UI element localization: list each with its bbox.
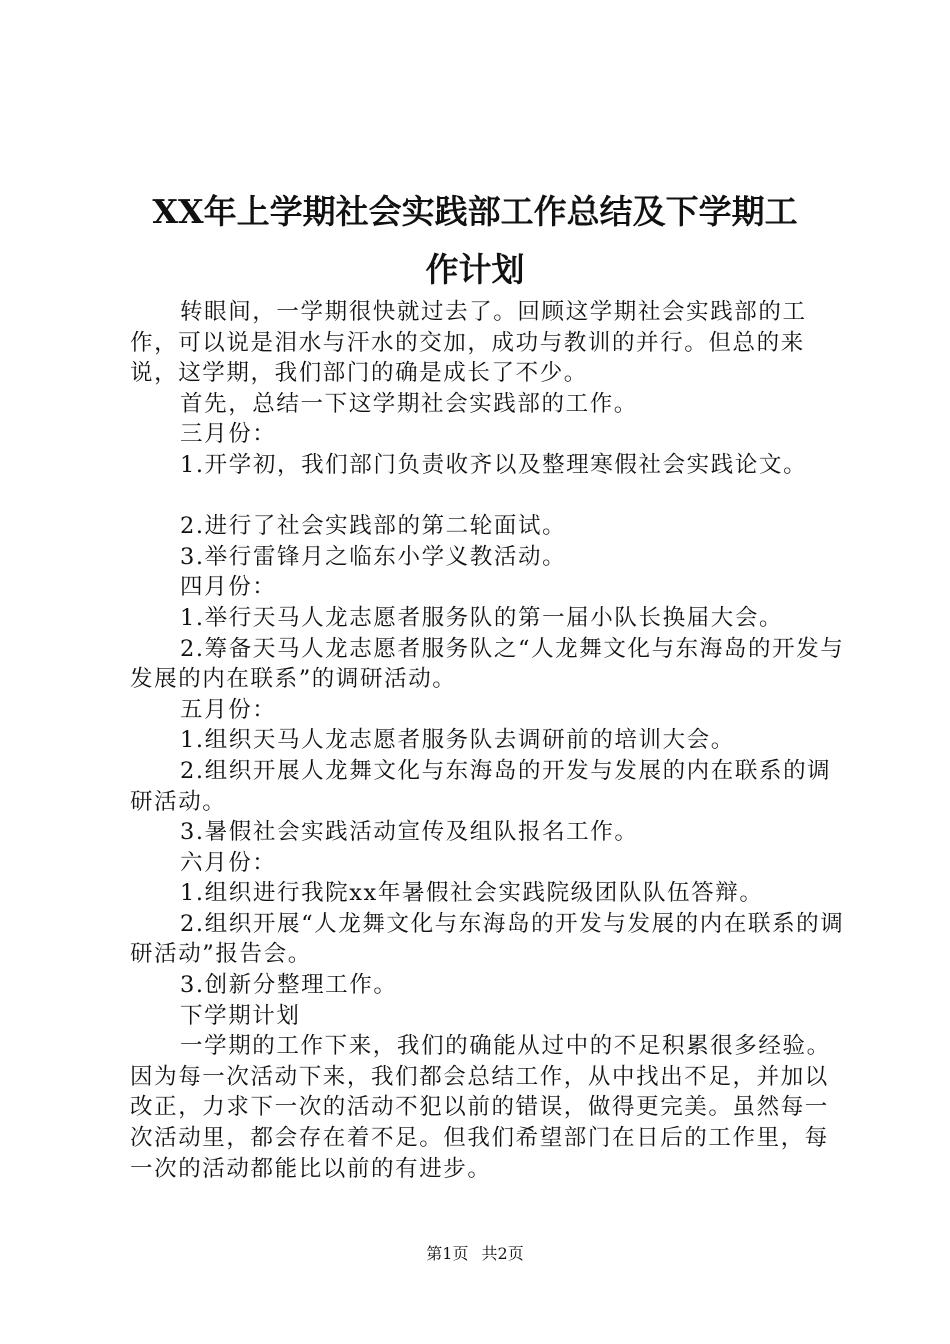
- list-item: 1.举行天马人龙志愿者服务队的第一届小队长换届大会。: [180, 604, 784, 631]
- page-number: 第1页: [426, 1244, 469, 1263]
- list-item: 3.暑假社会实践活动宣传及组队报名工作。: [180, 819, 639, 846]
- list-item: 1.开学初，我们部门负责收齐以及整理寒假社会实践论文。: [180, 451, 808, 478]
- page-footer: [0, 1244, 950, 1264]
- section-heading-may: 五月份：: [180, 696, 277, 723]
- section-heading-next-term-plan: 下学期计划: [180, 1002, 301, 1029]
- section-heading-june: 六月份：: [180, 849, 277, 876]
- list-item: 3.举行雷锋月之临东小学义教活动。: [180, 543, 567, 570]
- list-item: 2.组织开展人龙舞文化与东海岛的开发与发展的内在联系的调研活动。: [130, 757, 832, 815]
- section-heading-march: 三月份：: [180, 421, 277, 448]
- document-title-line-2: 作计划: [425, 250, 525, 289]
- list-item: 1.组织天马人龙志愿者服务队去调研前的培训大会。: [180, 727, 735, 754]
- document-title-line-1: XX年上学期社会实践部工作总结及下学期工: [152, 192, 798, 231]
- section-heading-april: 四月份：: [180, 574, 277, 601]
- paragraph-plan: 一学期的工作下来，我们的确能从过中的不足积累很多经验。因为每一次活动下来，我们都会总结工作，从中找出不足，并加以改正，力求下一次的活动不犯以前的错误，做得更完美。虽然每一次活动里，都会存在着不足。但我们希望部门在日后的工作里，每一次的活动都能比以前的有进步。: [130, 1033, 831, 1182]
- list-item: 1.组织进行我院xx年暑假社会实践院级团队队伍答辩。: [180, 880, 764, 907]
- list-item: 2.组织开展“人龙舞文化与东海岛的开发与发展的内在联系的调研活动”报告会。: [130, 910, 845, 968]
- document-body: [130, 297, 850, 1184]
- list-item: 3.创新分整理工作。: [180, 972, 398, 999]
- list-item: 2.筹备天马人龙志愿者服务队之“人龙舞文化与东海岛的开发与发展的内在联系”的调研活动。: [130, 635, 845, 693]
- list-item: 2.进行了社会实践部的第二轮面试。: [180, 513, 567, 540]
- paragraph-summary-lead: 首先，总结一下这学期社会实践部的工作。: [180, 390, 638, 417]
- page-total: 共2页: [481, 1244, 524, 1263]
- paragraph-intro: 转眼间，一学期很快就过去了。回顾这学期社会实践部的工作，可以说是泪水与汗水的交加，成功与教训的并行。但总的来说，这学期，我们部门的确是成长了不少。: [130, 299, 807, 387]
